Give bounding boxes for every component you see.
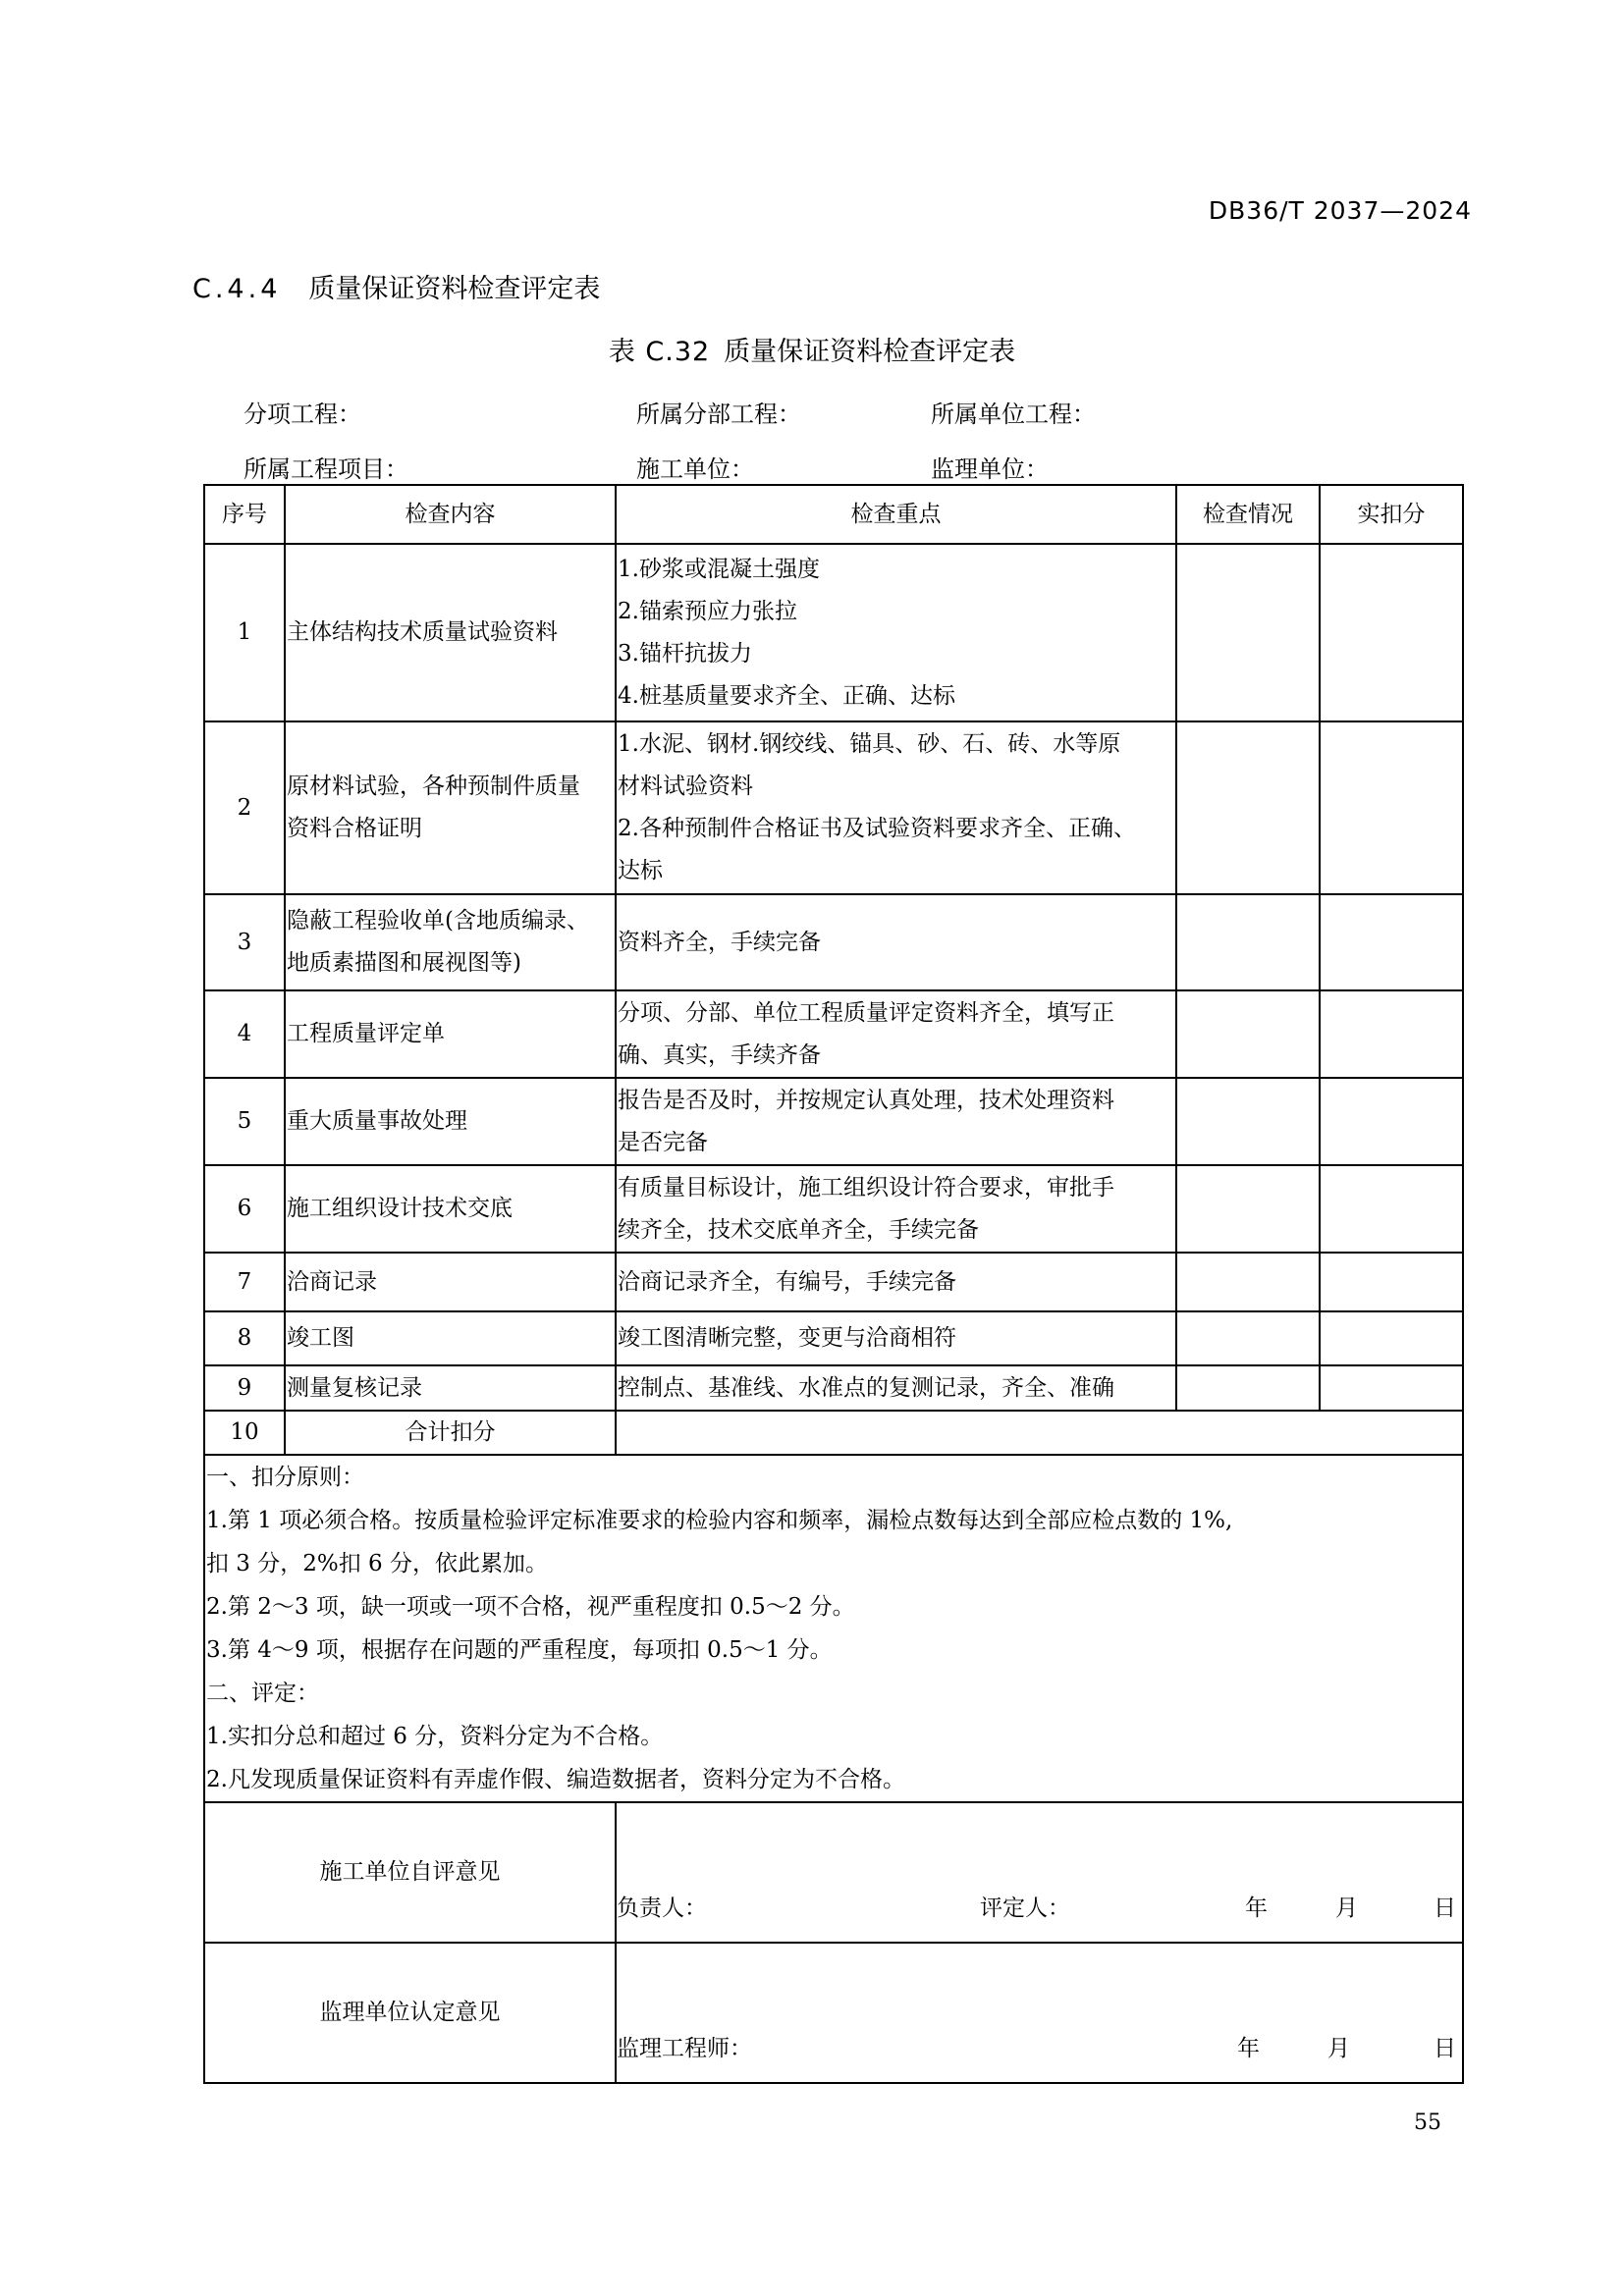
focus-line: 1.水泥、钢材.钢绞线、锚具、砂、石、砖、水等原	[618, 731, 1121, 757]
focus-line: 分项、分部、单位工程质量评定资料齐全，填写正	[618, 999, 1114, 1026]
row-focus	[616, 1311, 1176, 1365]
content-line: 隐蔽工程验收单(含地质编录、	[287, 908, 589, 934]
row-focus	[616, 990, 1176, 1078]
focus-line: 续齐全，技术交底单齐全，手续完备	[618, 1216, 979, 1243]
date-month-label: 月	[1327, 2035, 1350, 2061]
row-focus	[616, 721, 1176, 894]
contractor-lead-label: 负责人：	[617, 1895, 707, 1921]
note-line: 1.实扣分总和超过 6 分，资料分定为不合格。	[206, 1724, 664, 1749]
row-status-cell[interactable]	[1176, 544, 1320, 721]
section-heading	[192, 267, 600, 305]
note-line: 2.凡发现质量保证资料有弄虚作假、编造数据者，资料分定为不合格。	[206, 1767, 905, 1792]
table-title-text: 质量保证资料检查评定表	[724, 337, 1016, 367]
row-content	[285, 1311, 616, 1365]
focus-line: 有质量目标设计，施工组织设计符合要求，审批手	[618, 1174, 1114, 1201]
field-contractor: 施工单位：	[636, 455, 754, 483]
row-focus	[616, 1165, 1176, 1253]
row-content	[285, 1165, 616, 1253]
table-number: 表 C.32	[608, 337, 711, 367]
note-line: 一、扣分原则：	[206, 1465, 364, 1490]
focus-line: 洽商记录齐全，有编号，手续完备	[618, 1268, 956, 1295]
table-row	[204, 1253, 1463, 1311]
row-status-cell[interactable]	[1176, 1311, 1320, 1365]
table-header-row	[204, 485, 1463, 544]
row-status-cell[interactable]	[1176, 1365, 1320, 1411]
date-day-label: 日	[1434, 1895, 1456, 1921]
row-content	[285, 721, 616, 894]
row-deduction-cell[interactable]	[1320, 1078, 1463, 1165]
total-row-label: 合计扣分	[285, 1411, 616, 1455]
contractor-opinion-cell[interactable]	[616, 1802, 1463, 1943]
row-no: 7	[204, 1253, 285, 1311]
focus-line: 确、真实，手续齐备	[618, 1041, 821, 1068]
col-header-no: 序号	[204, 485, 285, 544]
contractor-signoff-row	[204, 1802, 1463, 1943]
row-deduction-cell[interactable]	[1320, 721, 1463, 894]
contractor-opinion-label: 施工单位自评意见	[204, 1802, 616, 1943]
table-row	[204, 1311, 1463, 1365]
section-title: 质量保证资料检查评定表	[308, 274, 601, 304]
row-focus	[616, 1078, 1176, 1165]
supervisor-opinion-label: 监理单位认定意见	[204, 1943, 616, 2083]
focus-line: 2.各种预制件合格证书及试验资料要求齐全、正确、	[618, 816, 1136, 841]
row-focus	[616, 1253, 1176, 1311]
focus-line: 控制点、基准线、水准点的复测记录，齐全、准确	[618, 1374, 1114, 1401]
table-title	[0, 330, 1624, 368]
date-day-label: 日	[1434, 2035, 1456, 2061]
content-line: 工程质量评定单	[287, 1021, 445, 1046]
focus-line: 材料试验资料	[618, 774, 753, 799]
row-focus	[616, 1365, 1176, 1411]
row-deduction-cell[interactable]	[1320, 544, 1463, 721]
row-no: 9	[204, 1365, 285, 1411]
row-content	[285, 894, 616, 990]
page-number: 55	[1414, 2110, 1441, 2135]
row-no: 4	[204, 990, 285, 1078]
note-line: 2.第 2～3 项，缺一项或一项不合格，视严重程度扣 0.5～2 分。	[206, 1594, 855, 1620]
row-deduction-cell[interactable]	[1320, 1253, 1463, 1311]
supervisor-signoff-row	[204, 1943, 1463, 2083]
note-line: 二、评定：	[206, 1681, 319, 1706]
row-deduction-cell[interactable]	[1320, 1365, 1463, 1411]
total-deduction-cell[interactable]	[616, 1411, 1463, 1455]
content-line: 测量复核记录	[287, 1374, 422, 1401]
row-content	[285, 1078, 616, 1165]
content-line: 地质素描图和展视图等)	[287, 950, 521, 976]
field-parent-division: 所属分部工程：	[636, 400, 801, 428]
col-header-content: 检查内容	[285, 485, 616, 544]
content-line: 洽商记录	[287, 1268, 377, 1295]
row-no: 8	[204, 1311, 285, 1365]
date-month-label: 月	[1335, 1895, 1358, 1921]
table-row	[204, 894, 1463, 990]
row-no: 5	[204, 1078, 285, 1165]
table-row	[204, 721, 1463, 894]
focus-line: 是否完备	[618, 1129, 708, 1155]
total-row-no: 10	[204, 1411, 285, 1455]
date-year-label: 年	[1245, 1895, 1268, 1921]
content-line: 施工组织设计技术交底	[287, 1196, 513, 1221]
focus-line: 4.桩基质量要求齐全、正确、达标	[618, 682, 955, 709]
row-deduction-cell[interactable]	[1320, 1165, 1463, 1253]
table-row	[204, 990, 1463, 1078]
col-header-focus: 检查重点	[616, 485, 1176, 544]
row-no: 2	[204, 721, 285, 894]
content-line: 竣工图	[287, 1325, 354, 1351]
table-row	[204, 1365, 1463, 1411]
note-line: 扣 3 分，2%扣 6 分，依此累加。	[206, 1551, 548, 1576]
focus-line: 达标	[618, 858, 663, 883]
supervisor-engineer-label: 监理工程师：	[617, 2035, 752, 2061]
section-number: C.4.4	[192, 274, 282, 304]
focus-line: 3.锚杆抗拔力	[618, 640, 752, 667]
focus-line: 资料齐全，手续完备	[618, 929, 821, 955]
deduction-principles	[204, 1455, 1463, 1802]
row-deduction-cell[interactable]	[1320, 990, 1463, 1078]
contractor-assessor-label: 评定人：	[980, 1895, 1070, 1921]
content-line: 原材料试验，各种预制件质量	[287, 774, 580, 799]
col-header-deduction: 实扣分	[1320, 485, 1463, 544]
note-line: 3.第 4～9 项，根据存在问题的严重程度，每项扣 0.5～1 分。	[206, 1637, 833, 1663]
supervisor-opinion-cell[interactable]	[616, 1943, 1463, 2083]
row-focus	[616, 894, 1176, 990]
row-status-cell[interactable]	[1176, 990, 1320, 1078]
focus-line: 竣工图清晰完整，变更与洽商相符	[618, 1325, 956, 1351]
content-line: 资料合格证明	[287, 816, 422, 841]
row-status-cell[interactable]	[1176, 1165, 1320, 1253]
row-focus	[616, 544, 1176, 721]
field-sub-item: 分项工程：	[244, 400, 361, 428]
table-row	[204, 544, 1463, 721]
row-status-cell[interactable]	[1176, 894, 1320, 990]
focus-line: 1.砂浆或混凝土强度	[618, 556, 820, 582]
row-deduction-cell[interactable]	[1320, 1311, 1463, 1365]
inspection-table	[203, 484, 1464, 2084]
field-supervisor: 监理单位：	[931, 455, 1049, 483]
date-year-label: 年	[1237, 2035, 1260, 2061]
table-row	[204, 1165, 1463, 1253]
row-deduction-cell[interactable]	[1320, 894, 1463, 990]
row-no: 1	[204, 544, 285, 721]
row-no: 6	[204, 1165, 285, 1253]
content-line: 重大质量事故处理	[287, 1108, 467, 1134]
row-content	[285, 1253, 616, 1311]
row-no: 3	[204, 894, 285, 990]
field-project: 所属工程项目：	[244, 455, 408, 483]
focus-line: 2.锚索预应力张拉	[618, 598, 797, 624]
note-line: 1.第 1 项必须合格。按质量检验评定标准要求的检验内容和频率，漏检点数每达到全部应检点数的 1%,	[206, 1508, 1233, 1533]
document-code: DB36/T 2037—2024	[1208, 196, 1472, 225]
focus-line: 报告是否及时，并按规定认真处理，技术处理资料	[618, 1087, 1114, 1113]
total-row	[204, 1411, 1463, 1455]
notes-row	[204, 1455, 1463, 1802]
field-parent-unit: 所属单位工程：	[931, 400, 1096, 428]
row-status-cell[interactable]	[1176, 1078, 1320, 1165]
row-status-cell[interactable]	[1176, 721, 1320, 894]
row-status-cell[interactable]	[1176, 1253, 1320, 1311]
row-content	[285, 1365, 616, 1411]
col-header-status: 检查情况	[1176, 485, 1320, 544]
row-content: 主体结构技术质量试验资料	[285, 544, 616, 721]
table-row	[204, 1078, 1463, 1165]
row-content	[285, 990, 616, 1078]
